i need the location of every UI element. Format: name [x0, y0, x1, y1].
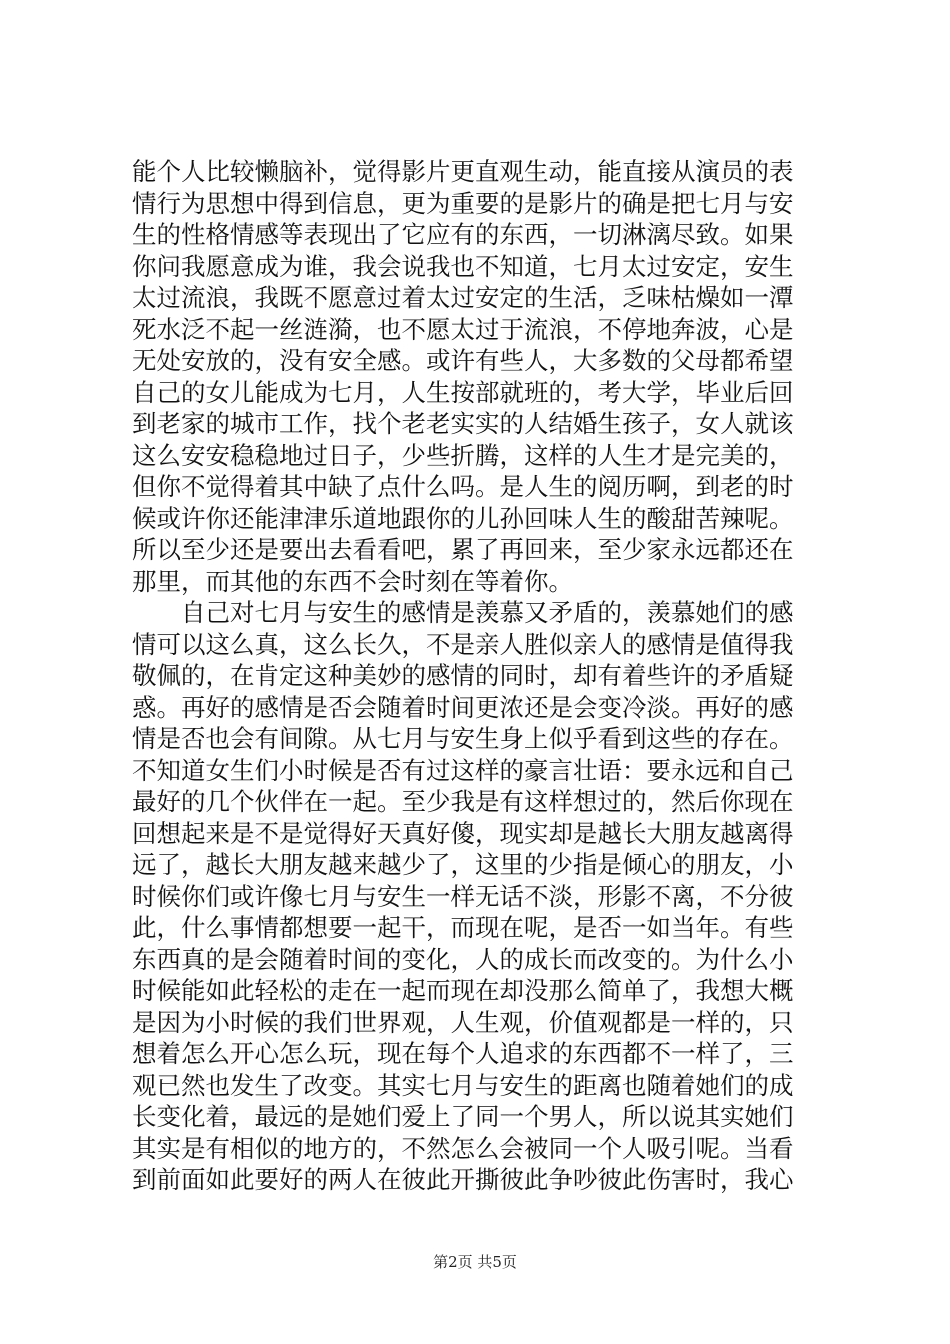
text-line: 时候你们或许像七月与安生一样无话不淡，形影不离，不分彼: [132, 881, 794, 911]
text-line: 不知道女生们小时候是否有过这样的豪言壮语：要永远和自己: [132, 755, 794, 785]
text-line: 长变化着，最远的是她们爱上了同一个男人，所以说其实她们: [132, 1102, 794, 1131]
text-line: 此，什么事情都想要一起干，而现在呢，是否一如当年。有些: [132, 913, 794, 942]
text-line: 那里，而其他的东西不会时刻在等着你。: [132, 566, 573, 596]
page-footer: 第2页 共5页: [433, 1253, 517, 1271]
text-line: 自己的女儿能成为七月，人生按部就班的，考大学，毕业后回: [132, 377, 794, 407]
text-line: 所以至少还是要出去看看吧，累了再回来，至少家永远都还在: [132, 535, 794, 564]
text-line: 最好的几个伙伴在一起。至少我是有这样想过的，然后你现在: [132, 787, 794, 816]
text-line: 能个人比较懒脑补，觉得影片更直观生动，能直接从演员的表: [132, 157, 794, 186]
text-line: 其实是有相似的地方的，不然怎么会被同一个人吸引呢。当看: [132, 1133, 794, 1163]
text-line: 太过流浪，我既不愿意过着太过安定的生活，乏味枯燥如一潭: [132, 283, 794, 312]
text-line: 时候能如此轻松的走在一起而现在却没那么简单了，我想大概: [132, 976, 794, 1005]
text-line: 候或许你还能津津乐道地跟你的儿孙回味人生的酸甜苦辣呢。: [132, 503, 794, 533]
text-line: 无处安放的，没有安全感。或许有些人，大多数的父母都希望: [132, 346, 794, 375]
text-line: 敬佩的，在肯定这种美妙的感情的同时，却有着些许的矛盾疑: [132, 661, 794, 690]
text-line: 想着怎么开心怎么玩，现在每个人追求的东西都不一样了，三: [132, 1039, 794, 1068]
text-line: 是因为小时候的我们世界观，人生观，价值观都是一样的，只: [132, 1007, 794, 1037]
text-line: 你问我愿意成为谁，我会说我也不知道，七月太过安定，安生: [132, 251, 794, 281]
text-line: 东西真的是会随着时间的变化，人的成长而改变的。为什么小: [132, 944, 794, 974]
text-line: 到前面如此要好的两人在彼此开撕彼此争吵彼此伤害时，我心: [132, 1165, 794, 1194]
text-line: 死水泛不起一丝涟漪，也不愿太过于流浪，不停地奔波，心是: [132, 314, 794, 344]
text-line: 远了，越长大朋友越来越少了，这里的少指是倾心的朋友，小: [132, 850, 794, 879]
text-line: 但你不觉得着其中缺了点什么吗。是人生的阅历啊，到老的时: [132, 472, 794, 501]
text-line: 回想起来是不是觉得好天真好傻，现实却是越长大朋友越离得: [132, 818, 794, 848]
text-line: 情是否也会有间隙。从七月与安生身上似乎看到这些的存在。: [132, 724, 794, 753]
text-line: 自己对七月与安生的感情是羡慕又矛盾的，羡慕她们的感: [181, 598, 794, 627]
text-line: 这么安安稳稳地过日子，少些折腾，这样的人生才是完美的，: [132, 440, 794, 470]
text-line: 观已然也发生了改变。其实七月与安生的距离也随着她们的成: [132, 1070, 794, 1100]
text-line: 情可以这么真，这么长久，不是亲人胜似亲人的感情是值得我: [132, 629, 794, 659]
text-line: 生的性格情感等表现出了它应有的东西，一切淋漓尽致。如果: [132, 220, 794, 249]
text-line: 惑。再好的感情是否会随着时间更浓还是会变冷淡。再好的感: [132, 692, 794, 722]
body-text: [132, 156, 832, 1196]
text-line: 情行为思想中得到信息，更为重要的是影片的确是把七月与安: [132, 188, 794, 218]
text-line: 到老家的城市工作，找个老老实实的人结婚生孩子，女人就该: [132, 409, 794, 438]
